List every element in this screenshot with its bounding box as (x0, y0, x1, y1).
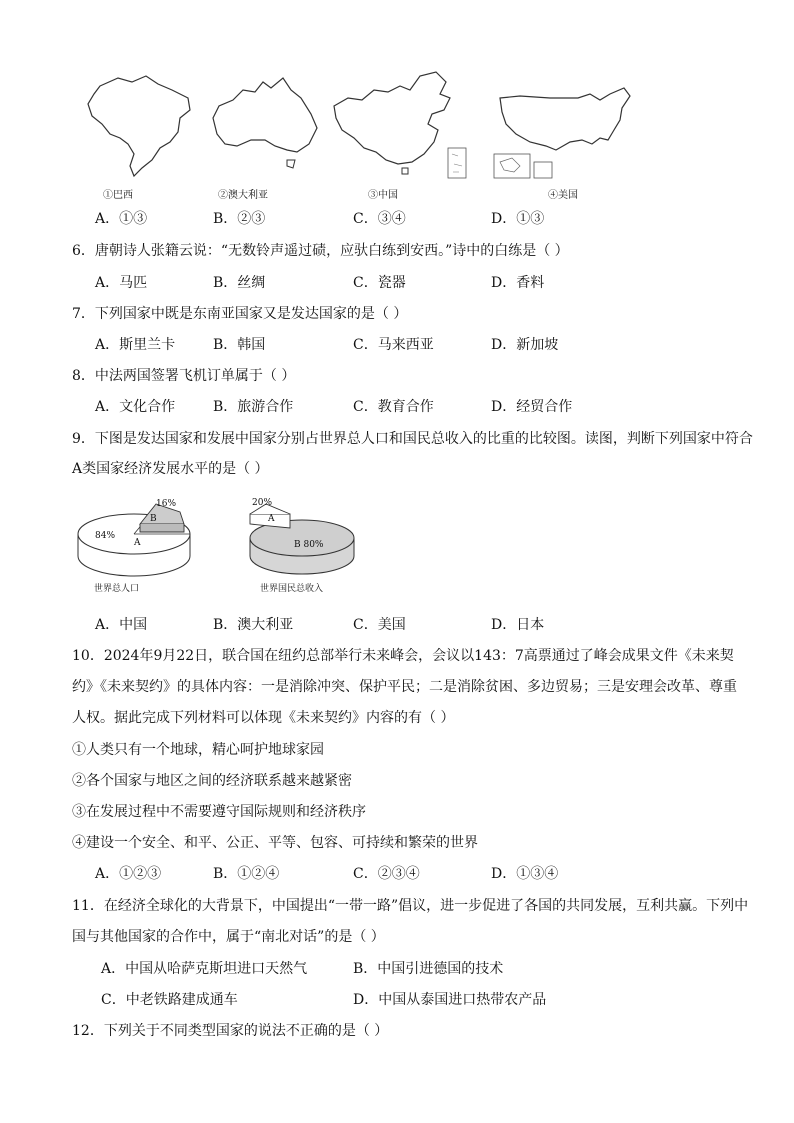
q7-option-c[interactable]: C．马来西亚 (353, 337, 434, 353)
q12-stem: 12．下列关于不同类型国家的说法不正确的是（ ） (72, 1023, 389, 1039)
china-map-icon (328, 68, 468, 186)
q10-item-3: ③在发展过程中不需要遵守国际规则和经济秩序 (72, 804, 366, 820)
q6-option-b[interactable]: B．丝绸 (213, 275, 266, 291)
q8-option-d[interactable]: D．经贸合作 (491, 399, 573, 415)
q10-option-a[interactable]: A．①②③ (95, 866, 162, 882)
q5-option-a[interactable]: A．①③ (95, 211, 148, 227)
q11-stem-line2: 国与其他国家的合作中，属于“南北对话”的是（ ） (72, 929, 385, 945)
q8-option-a[interactable]: A．文化合作 (95, 399, 176, 415)
q8-stem: 8．中法两国签署飞机订单属于（ ） (72, 368, 296, 384)
population-pie-chart (74, 494, 204, 594)
q10-option-b[interactable]: B．①②④ (213, 866, 280, 882)
usa-map-icon (490, 68, 635, 186)
q6-option-d[interactable]: D．香料 (491, 275, 545, 291)
q9-option-d[interactable]: D．日本 (491, 617, 545, 633)
map-label-usa: ④美国 (548, 190, 578, 201)
pie2-a-label: A (268, 514, 275, 524)
q6-option-a[interactable]: A．马匹 (95, 275, 148, 291)
q7-option-b[interactable]: B．韩国 (213, 337, 266, 353)
q9-option-a[interactable]: A．中国 (95, 617, 148, 633)
q11-option-a[interactable]: A．中国从哈萨克斯坦进口天然气 (101, 961, 308, 977)
q11-option-c[interactable]: C．中老铁路建成通车 (101, 992, 238, 1008)
q11-option-d[interactable]: D．中国从泰国进口热带农产品 (353, 992, 547, 1008)
australia-map-icon (205, 68, 325, 180)
map-label-australia: ②澳大利亚 (218, 190, 268, 201)
pie1-caption: 世界总人口 (94, 584, 140, 594)
q7-option-d[interactable]: D．新加坡 (491, 337, 559, 353)
q10-item-2: ②各个国家与地区之间的经济联系越来越紧密 (72, 773, 352, 789)
q5-option-b[interactable]: B．②③ (213, 211, 266, 227)
q10-stem-line2: 约》《未来契约》的具体内容：一是消除冲突、保护平民；二是消除贫困、多边贸易；三是安理会改革、尊重 (72, 679, 737, 695)
q10-option-d[interactable]: D．①③④ (491, 866, 559, 882)
country-maps (70, 68, 650, 203)
q7-stem: 7．下列国家中既是东南亚国家又是发达国家的是（ ） (72, 306, 408, 322)
pie1-b-label: B (150, 514, 157, 524)
q6-option-c[interactable]: C．瓷器 (353, 275, 406, 291)
q9-stem-line2: A类国家经济发展水平的是（ ） (72, 461, 269, 477)
q9-stem-line1: 9．下图是发达国家和发展中国家分别占世界总人口和国民总收入的比重的比较图。读图，判断下列国家中符合 (72, 431, 753, 447)
q11-option-b[interactable]: B．中国引进德国的技术 (353, 961, 504, 977)
q8-option-c[interactable]: C．教育合作 (353, 399, 434, 415)
q5-option-c[interactable]: C．③④ (353, 211, 406, 227)
pie2-b-label: B 80% (294, 540, 324, 550)
q10-stem-line1: 10．2024年9月22日，联合国在纽约总部举行未来峰会，会议以143：7高票通过了峰会成果文件《未来契 (72, 648, 734, 664)
pie1-b-percent: 16% (156, 499, 177, 509)
map-label-china: ③中国 (368, 190, 398, 201)
q10-option-c[interactable]: C．②③④ (353, 866, 420, 882)
pie1-a-percent: 84% (95, 531, 116, 541)
map-label-brazil: ①巴西 (103, 190, 133, 201)
q8-option-b[interactable]: B．旅游合作 (213, 399, 294, 415)
q10-item-4: ④建设一个安全、和平、公正、平等、包容、可持续和繁荣的世界 (72, 835, 478, 851)
q11-stem-line1: 11．在经济全球化的大背景下，中国提出“一带一路”倡议，进一步促进了各国的共同发展，互利共赢。下列中 (72, 898, 749, 914)
pie2-caption: 世界国民总收入 (260, 584, 324, 594)
pie1-a-label: A (134, 538, 141, 548)
q10-stem-line3: 人权。据此完成下列材料可以体现《未来契约》内容的有（ ） (72, 710, 455, 726)
q5-option-d[interactable]: D．①③ (491, 211, 545, 227)
q10-item-1: ①人类只有一个地球，精心呵护地球家园 (72, 742, 324, 758)
q6-stem: 6．唐朝诗人张籍云说：“无数铃声遥过碛，应驮白练到安西。”诗中的白练是（ ） (72, 243, 569, 259)
pie2-a-percent: 20% (252, 498, 273, 508)
brazil-map-icon (80, 68, 195, 180)
q7-option-a[interactable]: A．斯里兰卡 (95, 337, 176, 353)
income-pie-chart (242, 494, 362, 594)
q9-option-c[interactable]: C．美国 (353, 617, 406, 633)
q9-option-b[interactable]: B．澳大利亚 (213, 617, 294, 633)
